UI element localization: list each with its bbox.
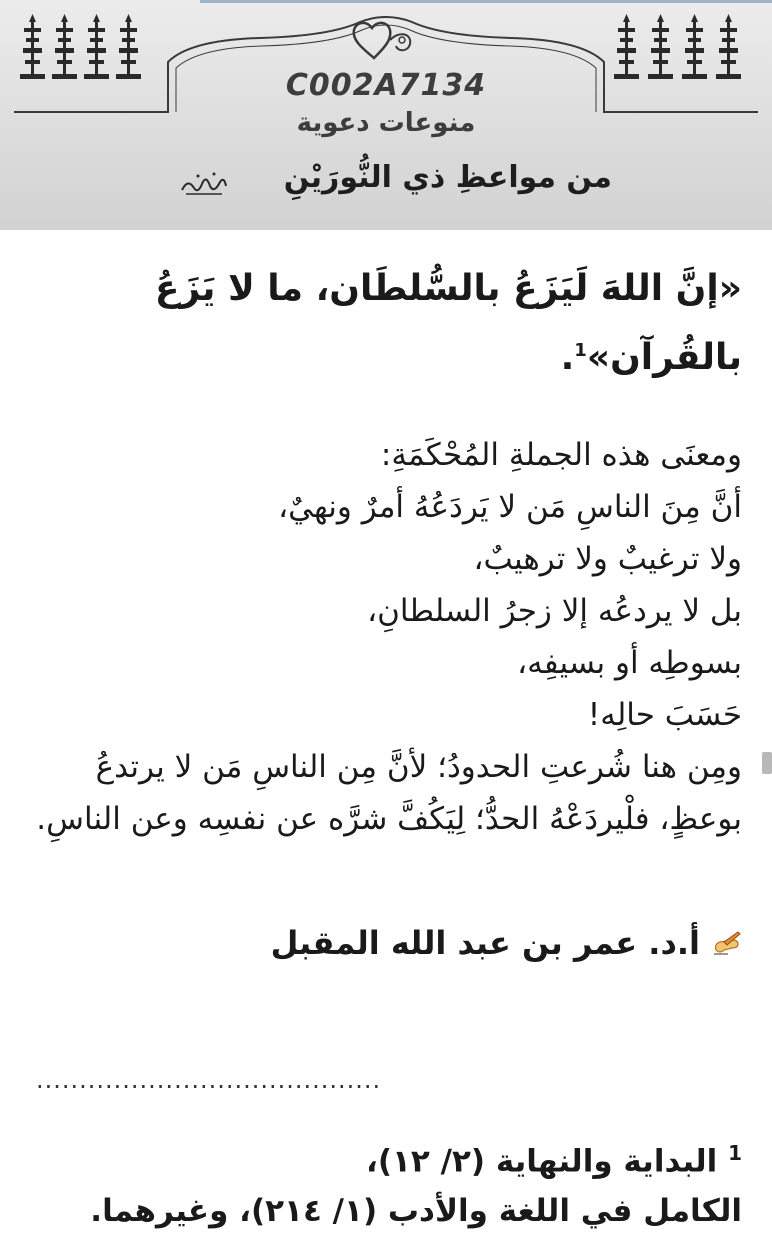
author-line — [30, 919, 742, 969]
body-line: بسوطِه أو بسيفِه، — [517, 645, 742, 681]
footnote-marker[interactable]: 1 — [574, 340, 587, 361]
honorific-calligraphy-icon — [178, 168, 228, 200]
author-name: أ.د. عمر بن عبد الله المقبل — [270, 924, 700, 962]
footnote-separator: ........................................ — [36, 1066, 382, 1094]
writing-hand-icon — [712, 921, 742, 969]
body-line: حَسَبَ حالِه! — [587, 697, 742, 733]
footnote-line: الكامل في اللغة والأدب (١/ ٢١٤)، وغيرهما. — [90, 1193, 742, 1230]
body-line: أنَّ مِنَ الناسِ مَن لا يَردَعُهُ أمرٌ ونهيٌ، — [278, 489, 742, 525]
article-body — [30, 258, 742, 969]
body-line: ومعنَى هذه الجملةِ المُحْكَمَةِ: — [380, 437, 742, 473]
footnote-number: 1 — [728, 1141, 742, 1165]
footnote-text: البداية والنهاية (٢/ ١٢)، — [366, 1143, 718, 1180]
banner-title: من مواعظِ ذي النُّورَيْنِ — [283, 160, 612, 195]
banner-subtitle: منوعات دعوية — [296, 108, 476, 138]
quote-text: «إنَّ اللهَ لَيَزَعُ بالسُّلطَان، ما لا يَزَعُ بالقُرآن» — [154, 268, 742, 378]
heart-ornament — [354, 23, 410, 58]
explanation-text — [30, 429, 742, 845]
body-paragraph: ومِن هنا شُرعتِ الحدودُ؛ لأنَّ مِن الناسِ مَن لا يرتدعُ بوعظٍ، فلْيردَعْهُ الحدُّ؛ لِيَكُفَّ شرَّه عن نفسِه وعن الناسِ. — [36, 749, 742, 837]
header-banner — [0, 0, 772, 230]
scrollbar-thumb[interactable] — [762, 752, 772, 774]
hadith-quote — [30, 258, 742, 389]
quote-end: . — [560, 337, 575, 378]
body-line: بل لا يردعُه إلا زجرُ السلطانِ، — [367, 593, 742, 629]
body-line: ولا ترغيبٌ ولا ترهيبٌ، — [473, 541, 742, 577]
banner-code: C002A7134 — [285, 68, 487, 103]
footnote-line — [30, 1128, 742, 1186]
footnote — [30, 1128, 742, 1236]
